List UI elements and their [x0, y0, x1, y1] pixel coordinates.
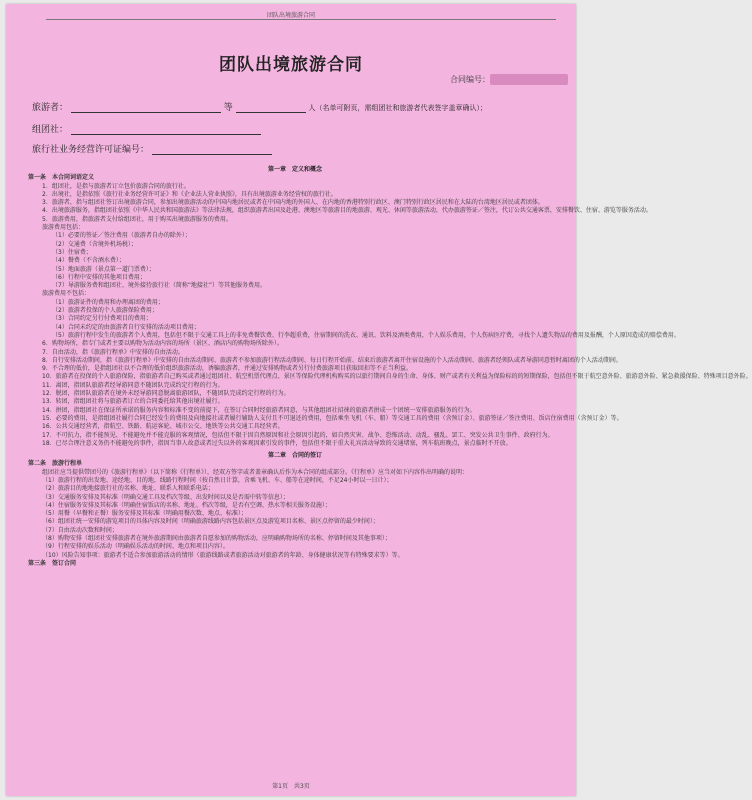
body-line: （1）旅游证件的费用和办理离团的费用；: [52, 298, 164, 306]
body-line: （5）用餐（早餐和正餐）服务安排及其标准（明确用餐次数、地点、标准）；: [42, 510, 247, 518]
contract-number-label: 合同编号：: [450, 75, 490, 84]
chapter-2-heading: 第二章 合同的签订: [267, 452, 322, 460]
body-line: 12．脱团，指团队旅游者在境外未经导游同意脱离旅游团队，不随团队完成约定行程的行为。: [42, 390, 290, 398]
license-number-line[interactable]: [152, 145, 272, 155]
body-line: 4．出境旅游服务，指组团社依照《中华人民共和国旅游法》等法律法规，组织旅游者出国及赴港、澳地区等旅游目的地旅游、观光、休闲等旅游活动，代办旅游签证／签注，代订公共交通客票，安排餐饮、住宿、游览等服务活动。: [42, 207, 652, 215]
body-line: （2）交通费（含境外机场税）；: [52, 240, 137, 248]
body-line: （7）导游服务费和组团社、境外接待旅行社（简称“地接社”）等其他服务费用。: [52, 282, 267, 290]
redacted-contract-number: [490, 74, 568, 85]
body-line: （1）旅游行程的出发地、途经地、目的地，线路行程时间（按自然日计算，含乘飞机、车、船等在途时间，不足24小时以一日计）；: [42, 476, 393, 484]
body-line: 6．购物场所，指专门或者主要以购物为活动内容的场所（景区、酒店内的购物场所除外）。: [42, 340, 283, 348]
body-line: 9．不合理的低价，是指组团社以不合理的低价组织旅游活动，诱骗旅游者，并通过安排购物或者另行付费旅游项目获取回扣等不正当利益。: [42, 365, 412, 373]
agency-field: [32, 122, 261, 135]
traveler-label: 旅游者：: [32, 103, 69, 113]
body-line: 旅游费用包括：: [42, 224, 85, 232]
body-line: 10．旅游者在投保的个人旅游保险，指旅游者自己购买或者通过组团社、航空机票代理点、景区等保险代理机构购买的以旅行期间自身的生命、身体、财产或者有关利益为保险标的的短期保险，包括但不限于航空意外险、旅游意外险、紧急救援保险、特殊项目意外险。: [42, 373, 752, 381]
body-line: 13．转团，指组团社将与旅游者订立的合同委托给其他出境社履行。: [42, 398, 224, 406]
body-line: （6）组团社统一安排的游览项目的具体内容及时间（明确旅游线路内容包括景区点及游览项目名称、景区点停留的最少时间）；: [42, 518, 379, 526]
body-line: （9）行程安排的娱乐活动（明确娱乐活动的时间、地点和项目内容）。: [42, 543, 229, 551]
license-label: 旅行社业务经营许可证编号：: [32, 145, 150, 155]
body-line: （3）住宿费；: [52, 248, 92, 256]
license-field: [32, 142, 272, 155]
body-line: 旅游费用不包括：: [42, 290, 91, 298]
body-line: （8）购物安排（组团社安排旅游者在境外旅游期间由旅游者自愿参加的购物活动，应明确购物场所的名称、停留时间及其他事项）；: [42, 535, 391, 543]
traveler-count-line[interactable]: [236, 103, 306, 113]
body-line: 5．旅游费用，指旅游者支付给组团社，用于购买出境旅游服务的费用。: [42, 215, 232, 223]
body-line: （4）餐费（不含酒水费）；: [52, 257, 125, 265]
article-2-heading: 第二条 旅游行程单: [28, 460, 83, 468]
body-line: （5）地面旅游（景点第一道门票费）；: [52, 265, 155, 273]
body-line: 8．自行安排活动期间，指《旅游行程单》中安排的自由活动期间、旅游者不参加旅游行程活动期间、每日行程开始前、结束后旅游者离开住宿设施的个人活动期间、旅游者经领队或者导游同意暂时离团的个人活动期间。: [42, 356, 622, 364]
traveler-count-suffix: 人（名单可附页，需组团社和旅游者代表签字盖章确认）；: [308, 104, 488, 112]
body-line: （4）合同未约定的由旅游者自行安排的活动项目费用；: [52, 323, 200, 331]
body-line: （5）旅游行程中发生的旅游者个人费用，包括但不限于交通工具上的非免费餐饮费、行李超重费，住宿期间的洗衣、通讯、饮料及酒类费用，个人娱乐费用，个人伤病医疗费，寻找个人遗失物品的费用及报酬，个人原因造成的赔偿费用。: [52, 331, 680, 339]
chapter-1-heading: 第一章 定义和概念: [267, 166, 322, 173]
header-tag: 团队出境旅游合同: [266, 12, 315, 19]
body-line: 7．自由活动，指《旅游行程单》中安排的自由活动。: [42, 348, 184, 356]
body-line: （7）自由活动次数和时间；: [42, 526, 118, 534]
body-line: （10）风险告知事项：旅游者不适合参加旅游活动的情形（旅游线路或者旅游活动对旅游者的年龄、身体健康状况等有特殊要求等）等。: [42, 551, 404, 559]
contract-body: [28, 166, 752, 568]
article-1-heading: 第一条 本合同词语定义: [28, 174, 95, 182]
contract-number: [450, 74, 568, 85]
body-line: 17．不可抗力，指不能预见、不能避免并不能克服的客观情况，包括但不限于因自然原因和社会原因引起的，如自然灾害、战争、恐怖活动、动乱、骚乱、罢工、突发公共卫生事件、政府行为。: [42, 431, 554, 439]
body-line: （2）旅游者投保的个人旅游保险费用；: [52, 307, 158, 315]
body-line: 组团社应当提供带团号的《旅游行程单》（以下简称《行程单》），经双方签字或者盖章确认后作为本合同的组成部分。《行程单》应当对如下内容作出明确的说明：: [42, 468, 469, 476]
body-line: 11．离团，指团队旅游者经导游同意不随团队完成约定行程的行为。: [42, 381, 224, 389]
body-line: （3）合同约定另行付费项目的费用；: [52, 315, 152, 323]
page-footer: 第1页 共3页: [272, 783, 310, 790]
traveler-mid: 等: [223, 103, 233, 113]
body-line: 3．旅游者，指与组团社签订出境旅游合同，参加出境旅游活动的中国内地居民或者在中国内地的外国人、在内地的香港特别行政区、澳门特别行政区居民和在大陆的台湾地区居民或者团体。: [42, 199, 544, 207]
body-line: 16．公共交通经营者，指航空、铁路、航运客轮、城市公交、地铁等公共交通工具经营者。: [42, 423, 284, 431]
traveler-field: [32, 100, 487, 113]
body-line: 1．组团社，是指与旅游者订立包价旅游合同的旅行社。: [42, 182, 190, 190]
agency-label: 组团社：: [32, 125, 69, 135]
body-line: （3）交通服务安排及其标准（明确交通工具及档次等级、出发时间以及是否需中转等信息）；: [42, 493, 289, 501]
body-line: （1）必要的签证／签注费用（旅游者自办的除外）；: [52, 232, 191, 240]
header-rule: [46, 19, 556, 20]
body-line: 18．已尽合理注意义务仍不能避免的事件，指因当事人故意或者过失以外的客观因素引发的事件，包括但不限于重大礼宾活动导致的交通堵塞，列车航班晚点，景点临时不开放。: [42, 439, 512, 447]
body-line: 15．必要的费用，是指组团社履行合同已经发生的费用及向地接社或者履行辅助人支付且不可退还的费用，包括乘坐飞机（车、船）等交通工具的费用（含预订金）、旅游签证／签注费用、饭店住宿费用（含预订金）等。: [42, 414, 623, 422]
body-line: 2．出境社，是指依照《旅行社业务经营许可证》和《企业法人营业执照》，具有出境旅游业务经营权的旅行社。: [42, 190, 337, 198]
body-line: （6）行程中安排的其他项目费用；: [52, 273, 146, 281]
page-title: 团队出境旅游合同: [219, 55, 363, 75]
traveler-name-line[interactable]: [71, 103, 221, 113]
contract-page: [6, 4, 752, 796]
body-line: 14．拼团，指组团社在保证所承诺的服务内容和标准不变的前提下，在签订合同时经旅游者同意，与其他组团社招徕的旅游者拼成一个团统一安排旅游服务的行为。: [42, 406, 476, 414]
agency-name-line[interactable]: [71, 125, 261, 135]
body-line: （2）旅游目的地地接旅行社的名称、地址、联系人和联系电话；: [42, 485, 214, 493]
article-3-heading: 第三条 签订合同: [28, 559, 77, 567]
body-line: （4）住宿服务安排及其标准（明确住宿饭店的名称、地址、档次等级，是否有空调、热水等相关服务设施）；: [42, 501, 331, 509]
